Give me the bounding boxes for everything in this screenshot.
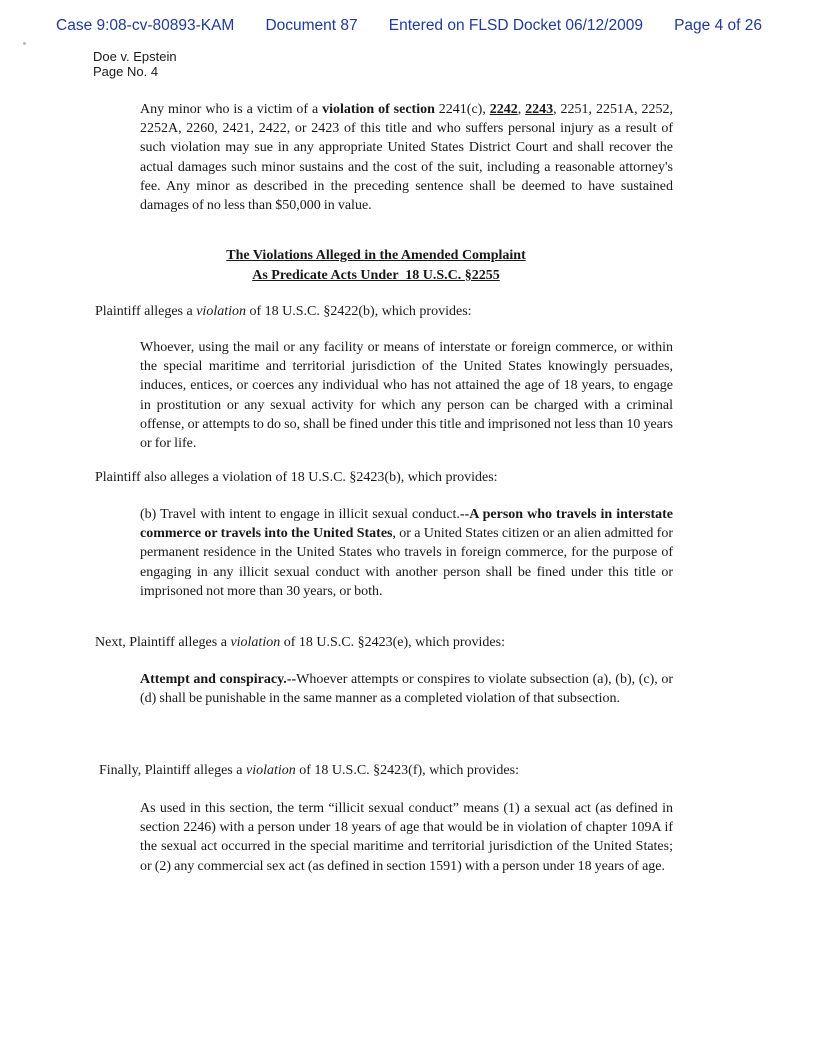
statute-quote-2423f: As used in this section, the term “illicit sexual conduct” means (1) a sexual act (as defined in section 2246) with a person under 18 years of age that would be in violation of chapter 109A if the sexual act occurred in the special maritime and territorial jurisdiction of the United States; or (2) any commercial sex act (as defined in section 1591) with a person under 18 years of age. [140,801,673,874]
case-name: Doe v. Epstein [93,49,177,64]
section-heading [80,246,672,286]
section-heading-line2: As Predicate Acts Under 18 U.S.C. §2255 [252,268,500,283]
statute-quote-2422b: Whoever, using the mail or any facility or means of interstate or foreign commerce, or within the special maritime and territorial jurisdiction of the United States knowingly persuades, induces, entices, or coerces any individual who has not attained the age of 18 years, to engage in prostitution or any sexual activity for which any person can be charged with a criminal offense, or attempts to do so, shall be fined under this title and imprisoned not less than 10 years or for life. [140,340,673,452]
docket-case-number: Case 9:08-cv-80893-KAM [56,17,235,34]
allegation-2423b: Plaintiff also alleges a violation of 18 U.S.C. §2423(b), which provides: [95,470,498,485]
statute-quote-2255: Any minor who is a victim of a violation of section 2241(c), 2242, 2243, 2251, 2251A, 2252, 2252A, 2260, 2421, 2422, or 2423 of this title and who suffers personal injury as a result of such violation may sue in any appropriate United States District Court and shall recover the actual damages such minor sustains and the cost of the suit, including a reasonable attorney's fee. Any minor as described in the preceding sentence shall be deemed to have sustained damages of no less than $50,000 in value. [140,102,673,214]
docket-header [56,18,762,34]
case-caption [93,50,177,79]
caption-page-number: Page No. 4 [93,63,159,79]
statute-quote-2423e: Attempt and conspiracy.--Whoever attempts or conspires to violate subsection (a), (b), (c), or (d) shall be punishable in the same manner as a completed violation of that subsection. [140,672,673,707]
allegation-2423e: Next, Plaintiff alleges a violation of 18 U.S.C. §2423(e), which provides: [95,635,505,650]
allegation-2422b: Plaintiff alleges a violation of 18 U.S.C. §2422(b), which provides: [95,304,472,319]
docket-entered-date: Entered on FLSD Docket 06/12/2009 [388,17,643,34]
docket-page-count: Page 4 of 26 [674,17,762,34]
scan-artifact-speck [23,42,26,45]
allegation-2423f: Finally, Plaintiff alleges a violation of 18 U.S.C. §2423(f), which provides: [99,763,519,778]
section-heading-line1: The Violations Alleged in the Amended Complaint [226,248,526,263]
statute-quote-2423b: (b) Travel with intent to engage in illicit sexual conduct.--A person who travels in interstate commerce or travels into the United States, or a United States citizen or an alien admitted for permanent residence in the United States who travels in foreign commerce, for the purpose of engaging in any illicit sexual conduct with another person shall be fined under this title or imprisoned not more than 30 years, or both. [140,507,673,599]
docket-document-number: Document 87 [265,17,358,34]
